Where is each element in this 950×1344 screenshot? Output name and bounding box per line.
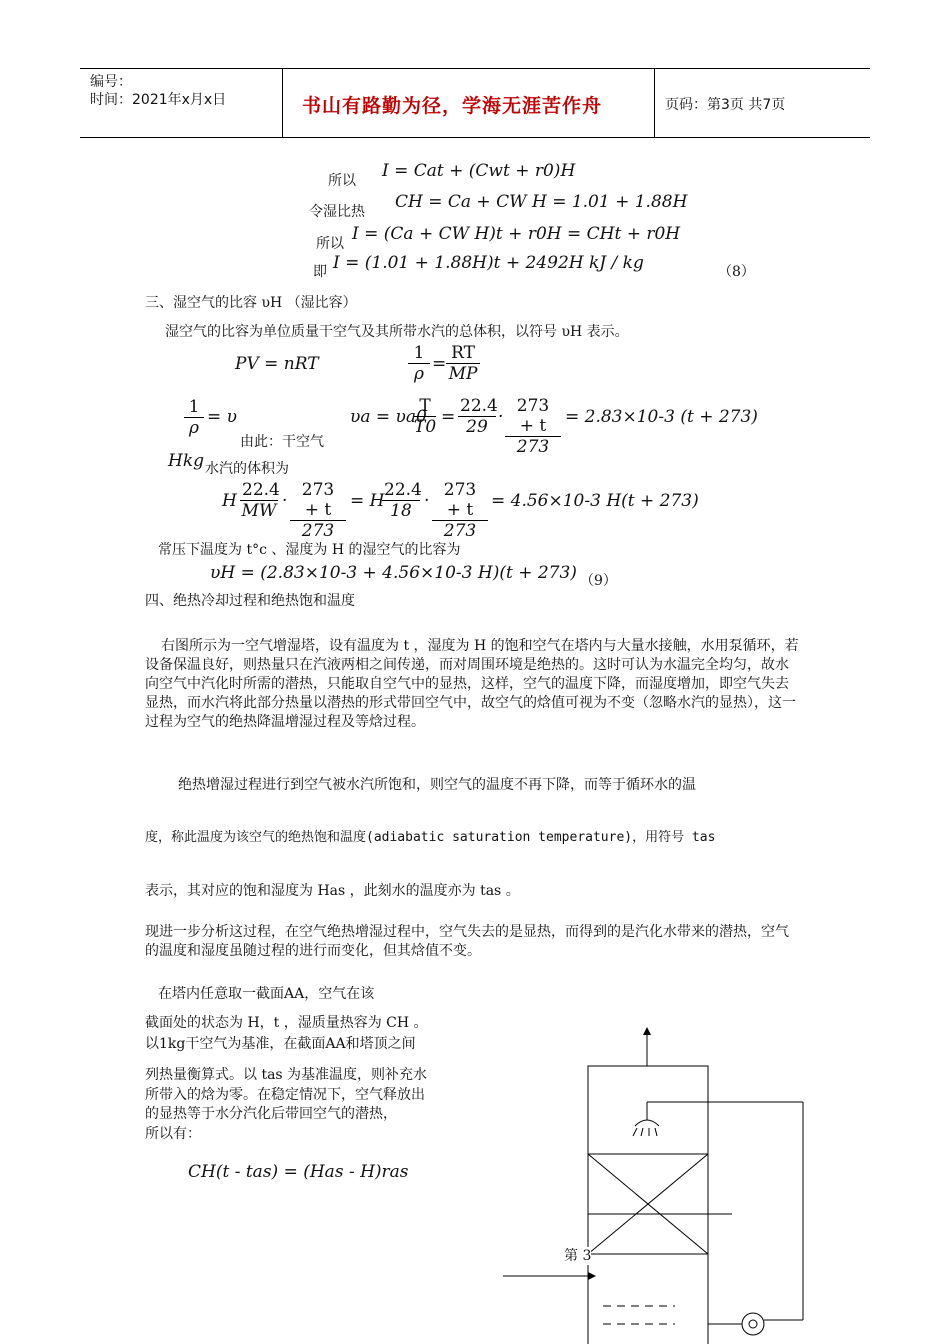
fraction <box>414 396 436 437</box>
paragraph: 截面处的状态为 H，t ，湿质量热容为 CH 。 <box>145 1015 428 1031</box>
formula-text: = H <box>350 491 385 511</box>
dot: · <box>498 407 504 427</box>
formula-text: CH = Ca + CW H = 1.01 + 1.88H <box>395 192 688 212</box>
header-meta <box>90 73 226 109</box>
denominator: T0 <box>414 417 437 437</box>
date-label: 时间：2021年x月x日 <box>90 92 227 108</box>
paragraph: 所以有： <box>145 1126 201 1142</box>
denominator: 29 <box>466 417 488 437</box>
humid-volume-formula: υH = (2.83×10-3 + 4.56×10-3 H)(t + 273) <box>210 563 577 583</box>
equals: = <box>441 407 456 427</box>
numerator: 273 + t <box>505 396 561 437</box>
header-divider <box>282 69 283 137</box>
paragraph: 现进一步分析这过程，在空气绝热增湿过程中，空气失去的是显热，而得到的是汽化水带来的潜热，空气的温度和湿度虽随过程的进行而变化，但其焓值不变。 <box>145 924 789 959</box>
formula-text: H <box>222 491 237 511</box>
header-motto: 书山有路勤为径，学海无涯苦作舟 <box>302 95 603 117</box>
formula-text: = 2.83×10-3 (t + 273) <box>565 407 758 427</box>
denominator: 273 <box>443 521 477 541</box>
numerator: 273 + t <box>432 480 488 521</box>
formula-text: = 4.56×10-3 H(t + 273) <box>491 491 699 511</box>
formula-text: Hkg <box>168 451 205 471</box>
gas-law: PV = nRT <box>235 354 319 374</box>
paragraph: 水汽的体积为 <box>205 461 289 477</box>
denominator: 18 <box>390 501 412 521</box>
paragraph: 常压下温度为 t°c 、湿度为 H 的湿空气的比容为 <box>158 542 461 558</box>
equation-number: （9） <box>580 573 617 589</box>
humidifier-tower-diagram <box>495 1020 815 1344</box>
formula-label: 令湿比热 <box>309 204 365 220</box>
fraction <box>382 480 420 521</box>
numerator: RT <box>446 343 480 364</box>
formula-text: I = Cat + (Cwt + r0)H <box>382 161 576 181</box>
formula-label: 所以 <box>316 236 344 252</box>
number-label: 编号： <box>90 74 132 90</box>
formula-text: = υ <box>207 407 237 427</box>
numerator: 1 <box>408 343 430 364</box>
denominator: MW <box>241 501 277 521</box>
denominator: 273 <box>516 437 550 457</box>
dot: · <box>424 491 430 511</box>
formula-label: 即 <box>313 264 327 280</box>
paragraph: 湿空气的比容为单位质量干空气及其所带水汽的总体积，以符号 υH 表示。 <box>165 324 629 340</box>
numerator: 22.4 <box>384 480 422 500</box>
dot: · <box>282 491 288 511</box>
paragraph: 右图所示为一空气增湿塔，设有温度为 t ，湿度为 H 的饱和空气在塔内与大量水接触，水用泵循环，若设备保温良好，则热量只在汽液两相之间传递，而对周围环境是绝热的。这时可认为水温完全均匀，故水向空气中汽化时所需的潜热，只能取自空气中的显热，这样，空气的温度下降，而湿度增加，即空气失去显热，而水汽将此部分热量以潜热的形式带回空气中，故空气的焓值可视为不变（忽略水汽的显热），这一过程为空气的绝热降温增湿过程及等焓过程。 <box>145 638 799 730</box>
denominator: MP <box>448 364 478 384</box>
fraction <box>505 396 561 457</box>
enthalpy-formula-2 <box>352 224 680 244</box>
denominator: ρ <box>189 418 199 438</box>
fraction <box>184 397 204 438</box>
equals: = <box>432 354 447 374</box>
header-divider <box>654 69 655 137</box>
paragraph: 所带入的焓为零。在稳定情况下，空气释放出 <box>145 1087 425 1103</box>
paragraph: 度，称此温度为该空气的绝热饱和温度(adiabatic saturation temperature)，用符号 tas <box>145 830 716 845</box>
numerator: 273 + t <box>290 480 346 521</box>
fraction <box>432 480 488 541</box>
formula-text: I = (Ca + CW H)t + r0H = CHt + r0H <box>352 224 681 244</box>
page-footer-partial: 第 3 <box>564 1248 592 1264</box>
numerator: 22.4 <box>460 396 498 416</box>
heat-balance-formula: CH(t - tas) = (Has - H)ras <box>188 1162 409 1182</box>
page-header <box>80 68 870 138</box>
fraction <box>458 396 496 437</box>
enthalpy-formula-3 <box>333 253 644 273</box>
paragraph: 表示，其对应的饱和湿度为 Has ，此刻水的温度亦为 tas 。 <box>145 883 520 899</box>
formula-text: I = (1.01 + 1.88H)t + 2492H kJ / kg <box>333 253 644 273</box>
fraction <box>408 343 430 384</box>
section-title: 三、湿空气的比容 υH （湿比容） <box>145 295 357 311</box>
paragraph: 绝热增湿过程进行到空气被水汽所饱和，则空气的温度不再下降，而等于循环水的温 <box>178 777 696 793</box>
equation-number: （8） <box>718 264 755 280</box>
numerator: 1 <box>184 397 204 418</box>
numerator: 22.4 <box>242 480 280 500</box>
fraction <box>446 343 480 384</box>
paragraph: 由此：干空气 <box>240 434 324 450</box>
page-info: 页码：第3页 共7页 <box>665 97 786 113</box>
formula-text: υa = υa0 <box>350 407 427 427</box>
denominator: ρ <box>414 364 424 384</box>
paragraph: 的显热等于水分汽化后带回空气的潜热， <box>145 1106 397 1122</box>
paragraph: 以1kg干空气为基准，在截面AA和塔顶之间 <box>145 1036 416 1052</box>
fraction <box>240 480 278 521</box>
numerator: T <box>414 396 436 417</box>
paragraph: 列热量衡算式。以 tas 为基准温度，则补充水 <box>145 1067 428 1083</box>
enthalpy-formula <box>382 161 575 181</box>
humid-heat-formula <box>395 192 687 212</box>
section-title: 四、绝热冷却过程和绝热饱和温度 <box>145 593 355 609</box>
fraction <box>290 480 346 541</box>
paragraph: 在塔内任意取一截面AA，空气在该 <box>158 986 375 1002</box>
formula-label: 所以 <box>328 173 356 189</box>
denominator: 273 <box>301 521 335 541</box>
